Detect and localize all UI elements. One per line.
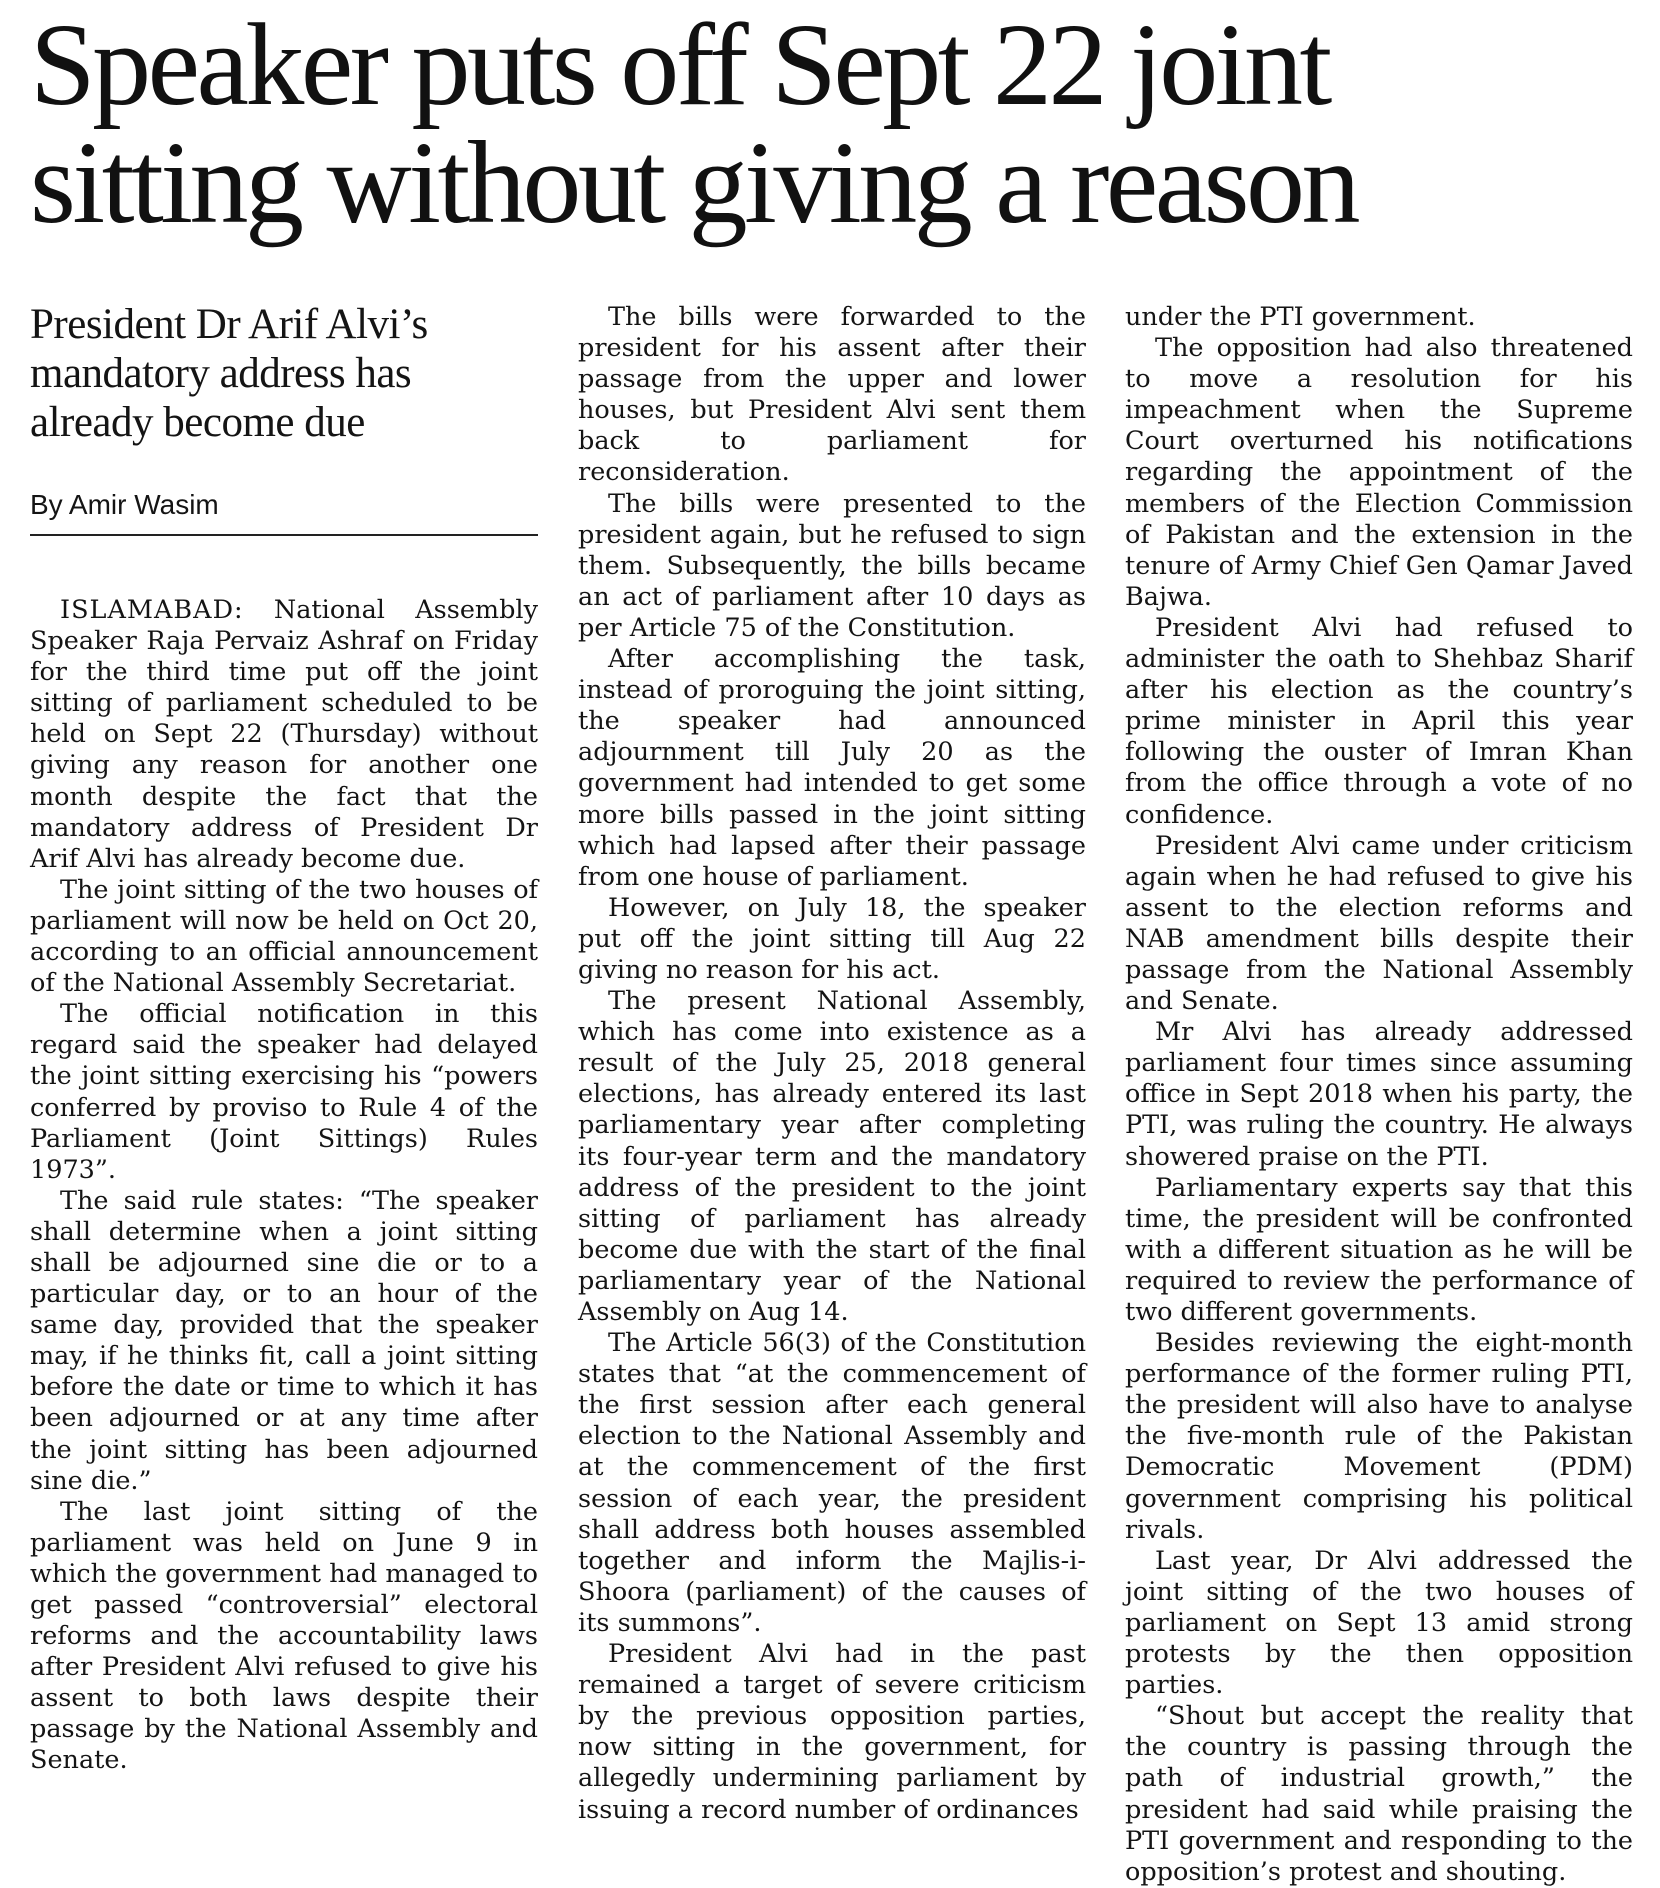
paragraph-text: The last joint sitting of the parliament was held on June 9 in which the government had managed to get passed “controversial” electoral reforms and the accountability laws after President Alvi refused to give his assent to both laws despite their passage by the National Assembly and Senate. [30, 1496, 538, 1776]
article-paragraph [1125, 613, 1633, 831]
article-paragraph [1125, 333, 1633, 613]
paragraph-text: under the PTI government. [1125, 302, 1476, 332]
paragraph-text: The bills were forwarded to the president for his assent after their passage from the upper and lower houses, but President Alvi sent them back to parliament for reconsideration. [578, 302, 1086, 488]
paragraph-text: President Alvi had refused to administer the oath to Shehbaz Sharif after his election as the country’s prime minister in April this year following the ouster of Imran Khan from the office through a vote of no confidence. [1125, 612, 1633, 830]
article-paragraph [1125, 1173, 1633, 1328]
article-paragraph [578, 1639, 1086, 1826]
article-column-2 [578, 302, 1086, 1826]
headline-line-2: sitting without giving a reason [30, 117, 1358, 248]
subheadline [30, 300, 538, 447]
paragraph-text: Mr Alvi has already addressed parliament four times since assuming office in Sept 2018 when his party, the PTI, was ruling the country. He always showered praise on the PTI. [1125, 1017, 1633, 1172]
article-paragraph [578, 986, 1086, 1328]
paragraph-text: President Alvi had in the past remained a target of severe criticism by the previous opposition parties, now sitting in the government, for allegedly undermining parliament by issuing a record number of ordinances [578, 1639, 1086, 1825]
article-paragraph [578, 302, 1086, 489]
paragraph-text: The official notification in this regard said the speaker had delayed the joint sitting exercising his “powers conferred by proviso to Rule 4 of the Parliament (Joint Sittings) Rules 1973”. [30, 999, 538, 1185]
paragraph-text: Besides reviewing the eight-month performance of the former ruling PTI, the president will also have to analyse the five-month rule of the Pakistan Democratic Movement (PDM) government comprising his political rivals. [1125, 1328, 1633, 1545]
dateline: ISLAMABAD: [60, 595, 244, 625]
paragraph-text: “Shout but accept the reality that the country is passing through the path of industrial growth,” the president had said while praising the PTI government and responding to the opposition’s protest and shouting. [1125, 1701, 1633, 1887]
article-paragraph [578, 489, 1086, 644]
article-paragraph [30, 1186, 538, 1497]
paragraph-text: The said rule states: “The speaker shall determine when a joint sitting shall be adjourned sine die or to a particular day, or to an hour of the same day, provided that the speaker may, if he thinks fit, call a joint sitting before the date or time to which it has been adjourned or at any time after the joint sitting has been adjourned sine die.” [30, 1185, 538, 1496]
article-paragraph [30, 875, 538, 999]
article-paragraph [578, 644, 1086, 893]
subheadline-line-3: already become due [30, 399, 365, 446]
article-paragraph [30, 999, 538, 1186]
paragraph-text: However, on July 18, the speaker put off the joint sitting till Aug 22 giving no reason for his act. [578, 892, 1086, 985]
headline [30, 0, 1640, 248]
article-column-3 [1125, 302, 1633, 1888]
article-paragraph [578, 893, 1086, 986]
paragraph-text: After accomplishing the task, instead of proroguing the joint sitting, the speaker had announced adjournment till July 20 as the government had intended to get some more bills passed in the joint sitting which had lapsed after their passage from one house of parliament. [578, 644, 1086, 892]
article-paragraph [578, 1328, 1086, 1639]
article-paragraph [1125, 1701, 1633, 1888]
paragraph-text: The present National Assembly, which has come into existence as a result of the July 25, 2018 general elections, has already entered its last parliamentary year after completing its four-year term and the mandatory address of the president to the joint sitting of parliament has already become due with the start of the final parliamentary year of the National Assembly on Aug 14. [578, 986, 1086, 1327]
paragraph-text: The Article 56(3) of the Constitution states that “at the commencement of the first session after each general election to the National Assembly and at the commencement of the first session of each year, the president shall address both houses assembled together and inform the Majlis-i-Shoora (parliament) of the causes of its summons”. [578, 1328, 1086, 1638]
paragraph-text: National Assembly Speaker Raja Pervaiz Ashraf on Friday for the third time put off the joint sitting of parliament scheduled to be held on Sept 22 (Thursday) without giving any reason for another one month despite the fact that the mandatory address of President Dr Arif Alvi has already become due. [30, 595, 538, 874]
paragraph-text: Last year, Dr Alvi addressed the joint sitting of the two houses of parliament on Sept 13 amid strong protests by the then opposition parties. [1125, 1545, 1633, 1701]
article-paragraph [30, 1497, 538, 1777]
subheadline-line-1: President Dr Arif Alvi’s [30, 301, 428, 348]
subheadline-line-2: mandatory address has [30, 350, 412, 397]
article-paragraph [30, 595, 538, 875]
headline-line-1: Speaker puts off Sept 22 joint [30, 0, 1329, 130]
article-paragraph [1125, 302, 1633, 333]
article-paragraph [1125, 1546, 1633, 1701]
article-paragraph [1125, 1328, 1633, 1546]
paragraph-text: President Alvi came under criticism again when he had refused to give his assent to the election reforms and NAB amendment bills despite their passage from the National Assembly and Senate. [1125, 830, 1633, 1017]
article-column-1 [30, 595, 538, 1777]
paragraph-text: The joint sitting of the two houses of parliament will now be held on Oct 20, according to an official announcement of the National Assembly Secretariat. [30, 874, 538, 999]
article-paragraph [1125, 1017, 1633, 1172]
paragraph-text: Parliamentary experts say that this time, the president will be confronted with a different situation as he will be required to review the performance of two different governments. [1125, 1172, 1633, 1327]
byline: By Amir Wasim [30, 488, 538, 536]
paragraph-text: The bills were presented to the president again, but he refused to sign them. Subsequently, the bills became an act of parliament after 10 days as per Article 75 of the Constitution. [578, 488, 1086, 643]
article-paragraph [1125, 831, 1633, 1018]
paragraph-text: The opposition had also threatened to move a resolution for his impeachment when the Supreme Court overturned his notifications regarding the appointment of the members of the Election Commission of Pakistan and the extension in the tenure of Army Chief Gen Qamar Javed Bajwa. [1125, 333, 1633, 612]
